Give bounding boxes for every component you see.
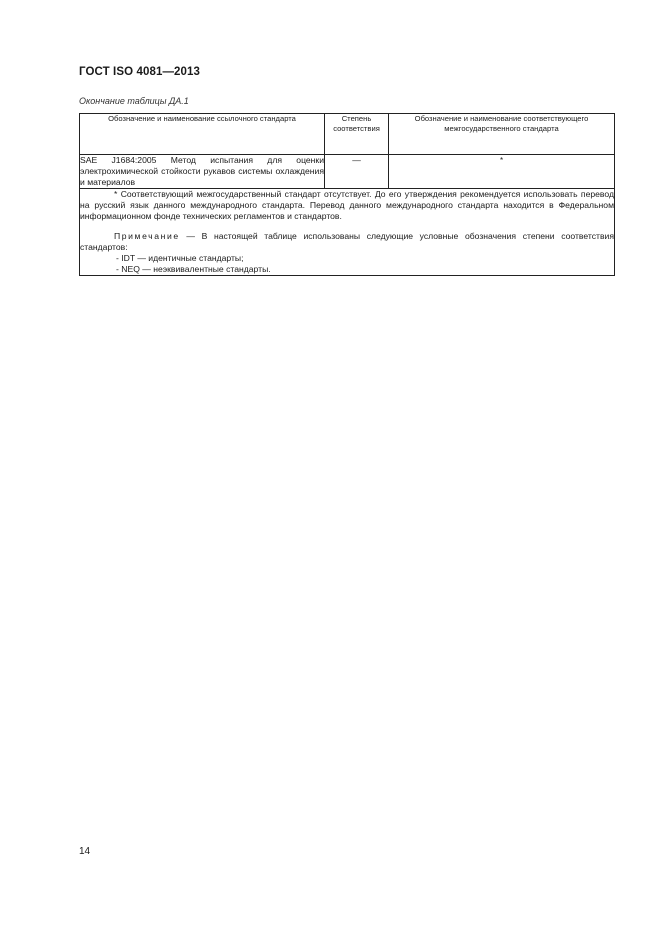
- column-header-reference: Обозначение и наименование ссылочного стандарта: [80, 114, 325, 155]
- table-notes: [80, 189, 615, 276]
- document-header: ГОСТ ISO 4081—2013: [79, 66, 201, 78]
- cell-interstate-standard: *: [389, 155, 615, 189]
- table-notes-row: [80, 189, 615, 276]
- table-header-row: [80, 114, 615, 155]
- note-label: Примечание: [114, 230, 180, 241]
- column-header-degree: Степень соответствия: [325, 114, 389, 155]
- column-header-interstate: Обозначение и наименование соответствующего межгосударственного стандарта: [389, 114, 615, 155]
- list-item-idt: - IDT — идентичные стандарты;: [116, 253, 244, 264]
- list-item-neq: - NEQ — неэквивалентные стандарты.: [116, 264, 271, 275]
- note-paragraph: [80, 231, 614, 253]
- table-caption: Окончание таблицы ДА.1: [79, 96, 189, 106]
- page-number: 14: [79, 846, 91, 857]
- cell-reference-standard: SAE J1684:2005 Метод испытания для оценки электрохимической стойкости рукавов системы охлаждения и материалов: [80, 155, 324, 187]
- table-row: [80, 155, 615, 189]
- note-text: — В настоящей таблице использованы следующие условные обозначения степени соответствия стандартов:: [80, 230, 614, 252]
- cell-degree: —: [325, 155, 389, 189]
- footnote-text: * Соответствующий межгосударственный стандарт отсутствует. До его утверждения рекомендуется использовать перевод на русский язык данного международного стандарта. Перевод данного международного стандарта находится в Федеральном информационном фонде технических регламентов и стандартов.: [80, 189, 614, 222]
- reference-standards-table: [79, 113, 615, 276]
